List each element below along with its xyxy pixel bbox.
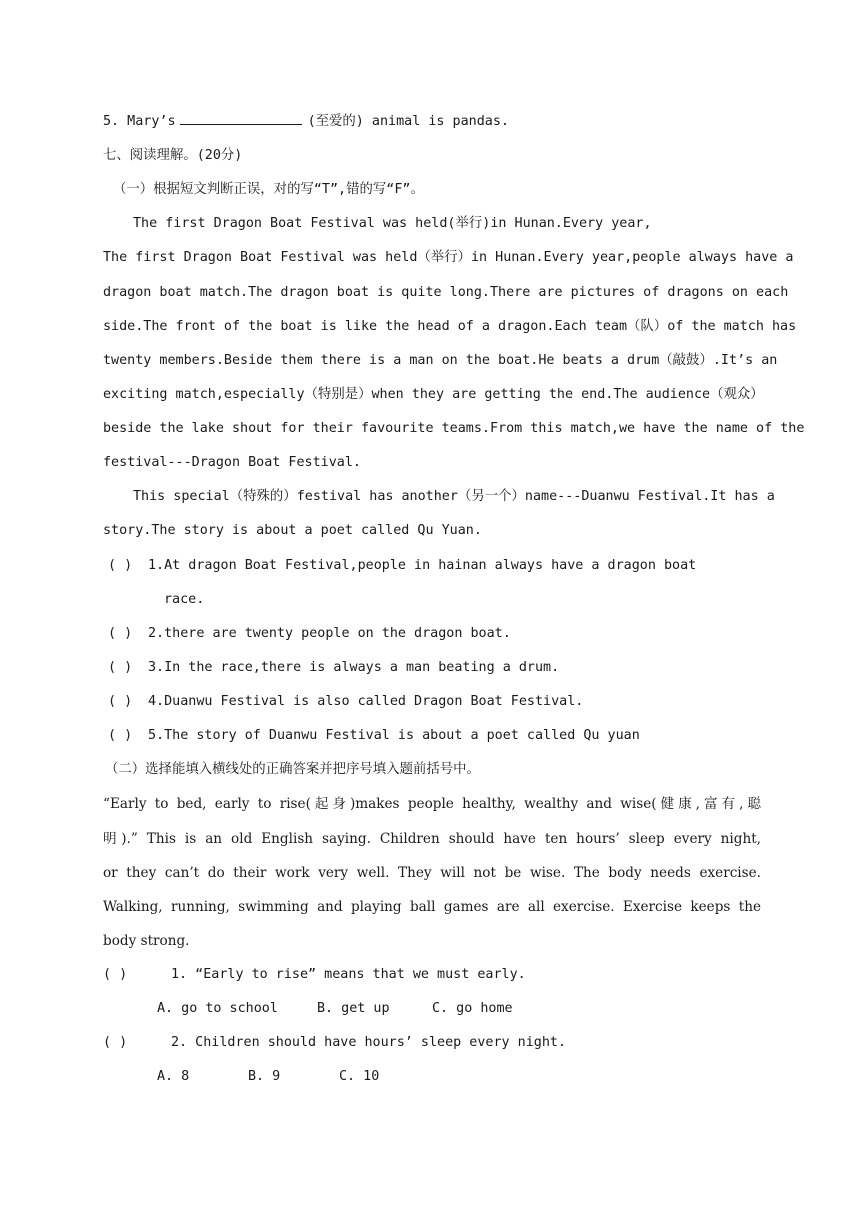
answer-paren[interactable]: ( ) — [108, 660, 133, 675]
section-title: 七、阅读理解。(20分) — [103, 148, 243, 163]
para1-line: dragon boat match.The dragon boat is quite long.There are pictures of dragons on each — [103, 285, 789, 300]
option-c[interactable]: C. 10 — [339, 1069, 380, 1084]
mc-question-1 — [103, 965, 761, 985]
option-a[interactable]: A. 8 — [157, 1069, 190, 1084]
part1-intro: The first Dragon Boat Festival was held(举行)in Hunan.Every year, — [133, 216, 652, 231]
tf-question-3 — [108, 658, 761, 678]
tf-question-5 — [108, 726, 761, 746]
para1-line: beside the lake shout for their favourite teams.From this match,we have the name of the — [103, 421, 805, 436]
question-text: 2.there are twenty people on the dragon boat. — [148, 626, 511, 641]
tf-question-2 — [108, 624, 761, 644]
para1-line: side.The front of the boat is like the head of a dragon.Each team（队）of the match has — [103, 319, 797, 334]
para2-line: story.The story is about a poet called Qu Yuan. — [103, 523, 482, 538]
answer-paren[interactable]: ( ) — [108, 558, 133, 573]
option-b[interactable]: B. 9 — [248, 1069, 281, 1084]
para1-line: festival---Dragon Boat Festival. — [103, 455, 361, 470]
question-text: 3.In the race,there is always a man beating a drum. — [148, 660, 560, 675]
mc-question-2 — [103, 1033, 761, 1053]
answer-paren[interactable]: ( ) — [108, 694, 133, 709]
question-text: 4.Duanwu Festival is also called Dragon Boat Festival. — [148, 694, 584, 709]
question-text: 5.The story of Duanwu Festival is about a poet called Qu yuan — [148, 728, 640, 743]
passage-line: body strong. — [103, 933, 190, 949]
answer-blank[interactable] — [180, 112, 302, 125]
tf-question-1 — [108, 556, 761, 576]
question-5-prefix: 5. Mary’s — [103, 114, 176, 129]
question-5-hint: (至爱的) animal is pandas. — [307, 114, 509, 129]
question-text: 2. Children should have hours’ sleep every night. — [171, 1035, 567, 1050]
option-c[interactable]: C. go home — [432, 1001, 513, 1016]
option-a[interactable]: A. go to school — [157, 1001, 278, 1016]
mc-options-2 — [157, 1067, 761, 1087]
answer-paren[interactable]: ( ) — [108, 626, 133, 641]
passage-line: “Early to bed, early to rise(起身)makes people healthy, wealthy and wise(健康,富有,聪 — [103, 796, 761, 812]
para1-line: exciting match,especially（特别是）when they are getting the end.The audience（观众） — [103, 387, 764, 402]
answer-paren[interactable]: ( ) — [103, 1035, 128, 1050]
part1-instruction: （一）根据短文判断正误，对的写“T”,错的写“F”。 — [113, 182, 424, 197]
answer-paren[interactable]: ( ) — [108, 728, 133, 743]
question-5 — [103, 112, 761, 132]
option-b[interactable]: B. get up — [317, 1001, 390, 1016]
para1-line: The first Dragon Boat Festival was held（举行）in Hunan.Every year,people always have a — [103, 250, 794, 265]
passage-line: Walking, running, swimming and playing ball games are all exercise. Exercise keeps the — [103, 899, 761, 915]
para1-line: twenty members.Beside them there is a man on the boat.He beats a drum（敲鼓）.It’s an — [103, 353, 778, 368]
tf-question-4 — [108, 692, 761, 712]
mc-options-1 — [157, 999, 761, 1019]
part2-instruction: （二）选择能填入横线处的正确答案并把序号填入题前括号中。 — [105, 762, 480, 777]
passage-line: 明).” This is an old English saying. Children should have ten hours’ sleep every night, — [103, 831, 761, 847]
question-text: 1.At dragon Boat Festival,people in hainan always have a dragon boat — [148, 558, 697, 573]
passage-line: or they can’t do their work very well. They will not be wise. The body needs exercise. — [103, 865, 761, 881]
question-continuation: race. — [164, 592, 205, 607]
question-text: 1. “Early to rise” means that we must early. — [171, 967, 526, 982]
answer-paren[interactable]: ( ) — [103, 967, 128, 982]
para2-line: This special（特殊的）festival has another（另一个）name---Duanwu Festival.It has a — [133, 489, 775, 504]
